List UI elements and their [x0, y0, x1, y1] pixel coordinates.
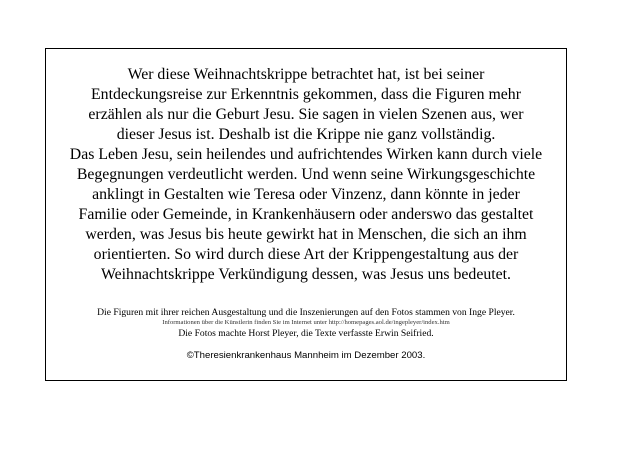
body-line: erzählen als nur die Geburt Jesu. Sie sagen in vielen Szenen aus, wer: [88, 106, 524, 123]
body-line: dieser Jesus ist. Deshalb ist die Krippe nie ganz vollständig.: [116, 126, 496, 143]
body-line: Weihnachtskrippe Verkündigung dessen, was Jesus uns bedeutet.: [101, 266, 511, 283]
text-frame: [45, 48, 567, 381]
credit-info: Informationen über die Künstlerin finden Sie im Internet unter http://homepages.aol.de/ingepleyer/index.htm: [162, 319, 450, 326]
credit-figures: Die Figuren mit ihrer reichen Ausgestaltung und die Inszenierungen auf den Fotos stammen von Inge Pleyer.: [97, 307, 515, 318]
credit-photos: Die Fotos machte Horst Pleyer, die Texte verfasste Erwin Seifried.: [178, 328, 434, 339]
body-line: Wer diese Weihnachtskrippe betrachtet hat, ist bei seiner: [127, 66, 485, 83]
main-text: [46, 65, 566, 285]
body-line: Das Leben Jesu, sein heilendes und aufrichtendes Wirken kann durch viele: [69, 146, 543, 163]
body-line: Begegnungen verdeutlicht werden. Und wenn seine Wirkungsgeschichte: [76, 166, 536, 183]
body-line: werden, was Jesus bis heute gewirkt hat in Menschen, die sich an ihm: [85, 226, 527, 243]
copyright-notice: ©Theresienkrankenhaus Mannheim im Dezember 2003.: [186, 350, 426, 361]
body-line: orientierten. So wird durch diese Art der Krippengestaltung aus der: [93, 246, 519, 263]
body-line: Entdeckungsreise zur Erkenntnis gekommen, dass die Figuren mehr: [91, 86, 521, 103]
body-line: Familie oder Gemeinde, in Krankenhäusern oder anderswo das gestaltet: [78, 206, 534, 223]
body-line: anklingt in Gestalten wie Teresa oder Vinzenz, dann könnte in jeder: [92, 186, 520, 203]
